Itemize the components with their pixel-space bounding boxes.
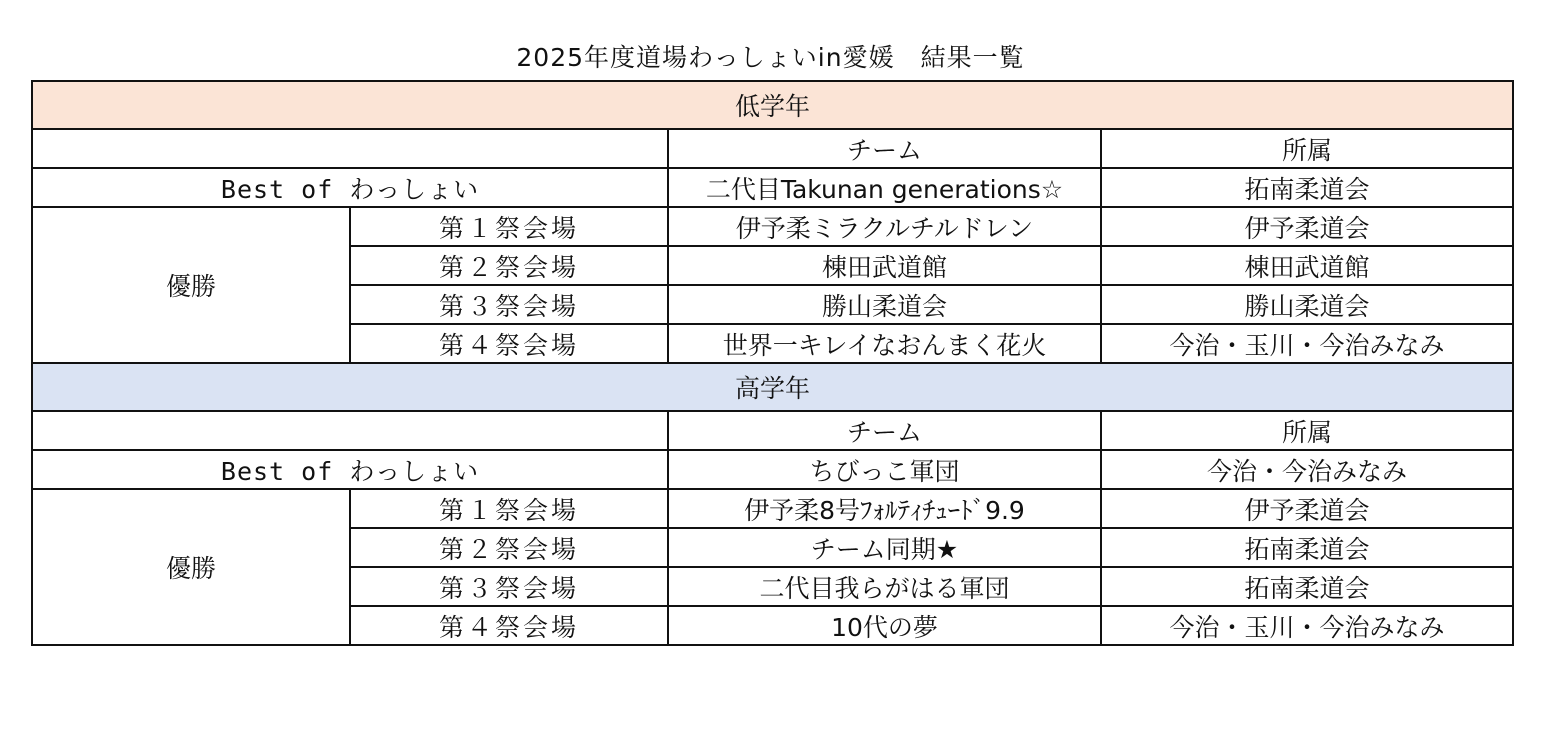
winner-label: 優勝 <box>32 489 350 645</box>
venue-cell: 第２祭会場 <box>350 246 668 285</box>
team-column-header: チーム <box>668 411 1101 450</box>
page-title: 2025年度道場わっしょいin愛媛 結果一覧 <box>516 43 1025 72</box>
affiliation-cell: 勝山柔道会 <box>1101 285 1513 324</box>
affiliation-cell: 今治・玉川・今治みなみ <box>1101 606 1513 645</box>
affiliation-cell: 伊予柔道会 <box>1101 489 1513 528</box>
team-cell: 二代目Takunan generations☆ <box>668 168 1101 207</box>
affiliation-column-header: 所属 <box>1101 411 1513 450</box>
table-row <box>32 489 1513 528</box>
team-cell: 10代の夢 <box>668 606 1101 645</box>
best-row <box>32 168 1513 207</box>
team-cell: 棟田武道館 <box>668 246 1101 285</box>
column-header-row <box>32 411 1513 450</box>
section-title: 高学年 <box>32 363 1513 411</box>
affiliation-cell: 拓南柔道会 <box>1101 528 1513 567</box>
affiliation-column-header: 所属 <box>1101 129 1513 168</box>
venue-cell: 第３祭会場 <box>350 567 668 606</box>
best-row <box>32 450 1513 489</box>
results-table <box>31 80 1514 646</box>
team-cell: 二代目我らがはる軍団 <box>668 567 1101 606</box>
venue-cell: 第３祭会場 <box>350 285 668 324</box>
best-label: Best of わっしょい <box>32 450 668 489</box>
winner-label: 優勝 <box>32 207 350 363</box>
affiliation-cell: 拓南柔道会 <box>1101 567 1513 606</box>
venue-cell: 第４祭会場 <box>350 324 668 363</box>
section-title: 低学年 <box>32 81 1513 129</box>
team-cell: ちびっこ軍団 <box>668 450 1101 489</box>
affiliation-cell: 今治・玉川・今治みなみ <box>1101 324 1513 363</box>
venue-cell: 第４祭会場 <box>350 606 668 645</box>
team-column-header: チーム <box>668 129 1101 168</box>
team-cell: チーム同期★ <box>668 528 1101 567</box>
venue-cell: 第１祭会場 <box>350 489 668 528</box>
section-header-upper-grades <box>32 363 1513 411</box>
team-cell: 世界一キレイなおんまく花火 <box>668 324 1101 363</box>
table-row <box>32 207 1513 246</box>
team-cell: 伊予柔ミラクルチルドレン <box>668 207 1101 246</box>
affiliation-cell: 棟田武道館 <box>1101 246 1513 285</box>
empty-header-cell <box>32 411 668 450</box>
empty-header-cell <box>32 129 668 168</box>
affiliation-cell: 伊予柔道会 <box>1101 207 1513 246</box>
venue-cell: 第１祭会場 <box>350 207 668 246</box>
best-label: Best of わっしょい <box>32 168 668 207</box>
venue-cell: 第２祭会場 <box>350 528 668 567</box>
affiliation-cell: 拓南柔道会 <box>1101 168 1513 207</box>
team-cell: 勝山柔道会 <box>668 285 1101 324</box>
section-header-lower-grades <box>32 81 1513 129</box>
team-cell: 伊予柔8号ﾌｫﾙﾃｨﾁｭｰﾄﾞ9.9 <box>668 489 1101 528</box>
column-header-row <box>32 129 1513 168</box>
affiliation-cell: 今治・今治みなみ <box>1101 450 1513 489</box>
